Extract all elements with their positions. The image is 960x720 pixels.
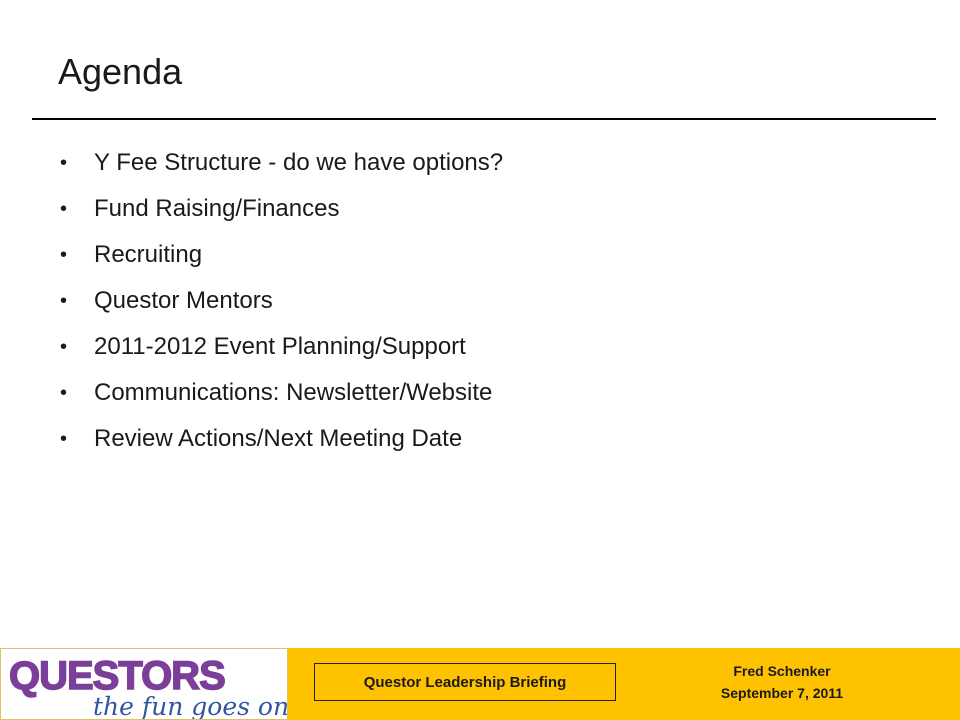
agenda-item xyxy=(58,370,503,416)
agenda-item xyxy=(58,232,503,278)
questors-logo xyxy=(0,648,288,720)
bullet-icon: • xyxy=(60,152,68,174)
presenter-info xyxy=(672,660,892,704)
bullet-icon: • xyxy=(60,336,68,358)
agenda-item xyxy=(58,324,503,370)
slide-footer xyxy=(0,648,960,720)
agenda-item-label: Review Actions/Next Meeting Date xyxy=(94,425,463,452)
bullet-icon: • xyxy=(60,290,68,312)
agenda-item xyxy=(58,140,503,186)
briefing-title-box: Questor Leadership Briefing xyxy=(314,663,616,701)
agenda-item xyxy=(58,278,503,324)
agenda-item-label: Recruiting xyxy=(94,241,203,268)
bullet-icon: • xyxy=(60,382,68,404)
svg-text:QUESTORS: QUESTORS xyxy=(9,654,225,698)
slide-title: Agenda xyxy=(58,51,183,92)
presenter-name: Fred Schenker xyxy=(733,663,831,679)
bullet-icon: • xyxy=(60,198,68,220)
agenda-item-label: Y Fee Structure - do we have options? xyxy=(94,149,504,176)
agenda-list xyxy=(58,140,503,462)
presentation-date: September 7, 2011 xyxy=(720,685,844,701)
title-divider xyxy=(32,118,936,120)
svg-text:the fun goes on: the fun goes on xyxy=(93,692,289,720)
agenda-item-label: Questor Mentors xyxy=(94,287,273,314)
bullet-icon: • xyxy=(60,428,68,450)
agenda-item xyxy=(58,186,503,232)
agenda-item-label: Fund Raising/Finances xyxy=(94,195,340,222)
questors-logo-graphic xyxy=(1,649,288,720)
agenda-item-label: 2011-2012 Event Planning/Support xyxy=(94,333,466,360)
bullet-icon: • xyxy=(60,244,68,266)
agenda-item xyxy=(58,416,503,462)
agenda-item-label: Communications: Newsletter/Website xyxy=(94,379,493,406)
